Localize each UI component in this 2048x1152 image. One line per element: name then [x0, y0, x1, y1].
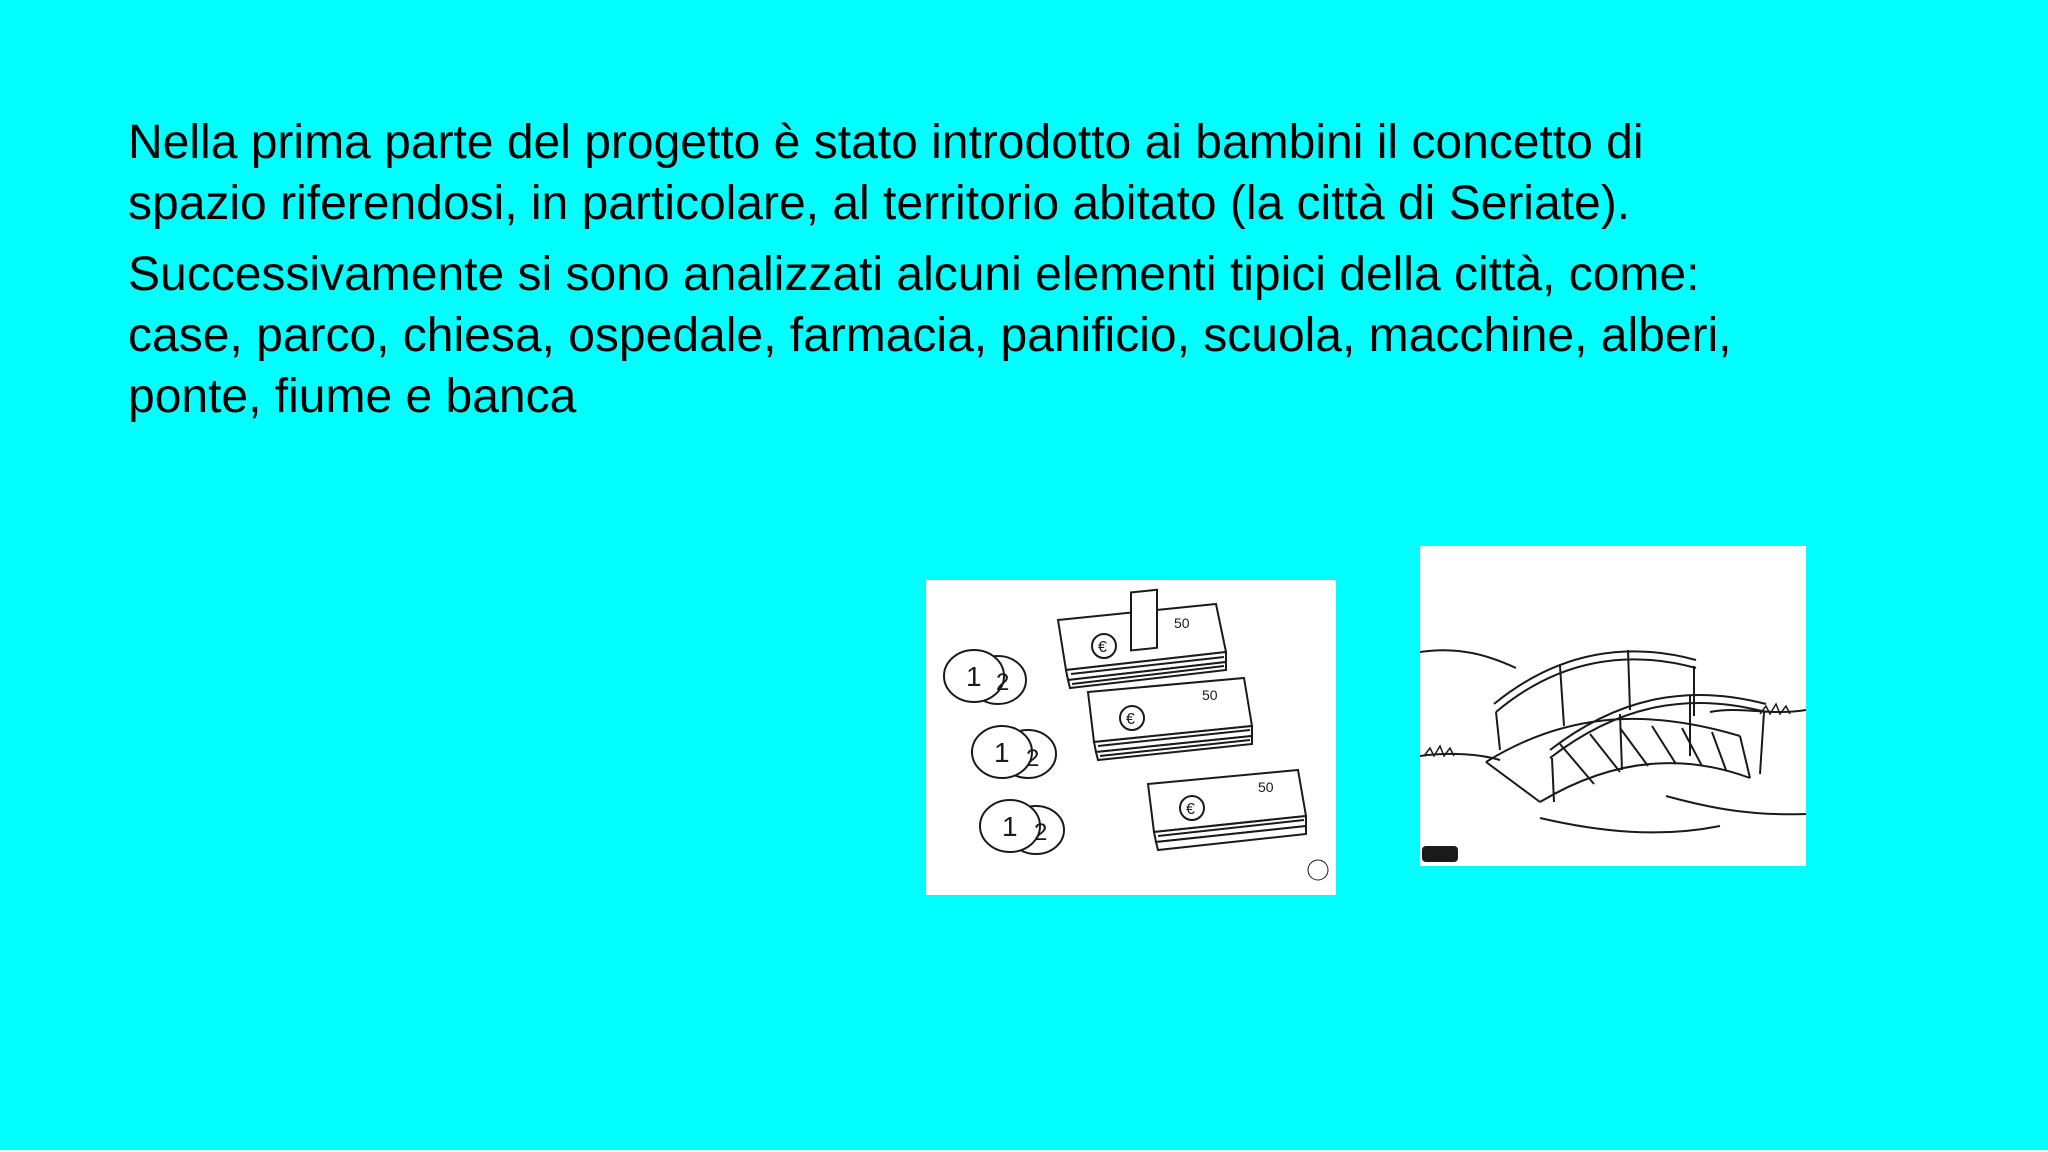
text-line: case, parco, chiesa, ospedale, farmacia, panificio, scuola, macchine, alberi,: [128, 309, 1732, 362]
svg-text:€: €: [1126, 711, 1135, 728]
coin-pair: [944, 650, 1026, 704]
paragraph-intro: [128, 112, 1928, 234]
text-line: spazio riferendosi, in particolare, al territorio abitato (la città di Seriate).: [128, 177, 1631, 230]
coin-value: 2: [996, 669, 1010, 696]
paragraph-elements: [128, 244, 1928, 427]
banknote-value: 50: [1202, 687, 1218, 703]
coin-value: 1: [966, 661, 982, 692]
svg-text:€: €: [1186, 801, 1195, 818]
banknote-stack: [1088, 678, 1252, 760]
coin-value: 2: [1026, 745, 1040, 772]
bridge-icon: [1420, 546, 1806, 866]
money-image: [926, 580, 1336, 895]
text-line: Nella prima parte del progetto è stato introdotto ai bambini il concetto di: [128, 116, 1644, 169]
bridge-image: [1420, 546, 1806, 866]
coin-value: 1: [1002, 811, 1018, 842]
svg-text:€: €: [1098, 639, 1107, 656]
text-line: ponte, fiume e banca: [128, 370, 577, 423]
banknote-stack: [1058, 590, 1226, 688]
text-line: Successivamente si sono analizzati alcuni elementi tipici della città, come:: [128, 248, 1700, 301]
banknote-value: 50: [1258, 779, 1274, 795]
coin-value: 2: [1034, 819, 1048, 846]
coin-value: 1: [994, 737, 1010, 768]
coin-pair: [980, 800, 1064, 854]
banknote-stack: [1148, 770, 1306, 850]
banknote-value: 50: [1174, 615, 1190, 631]
slide-text: [128, 112, 1928, 427]
coin-pair: [972, 726, 1056, 778]
money-icon: [926, 580, 1336, 895]
